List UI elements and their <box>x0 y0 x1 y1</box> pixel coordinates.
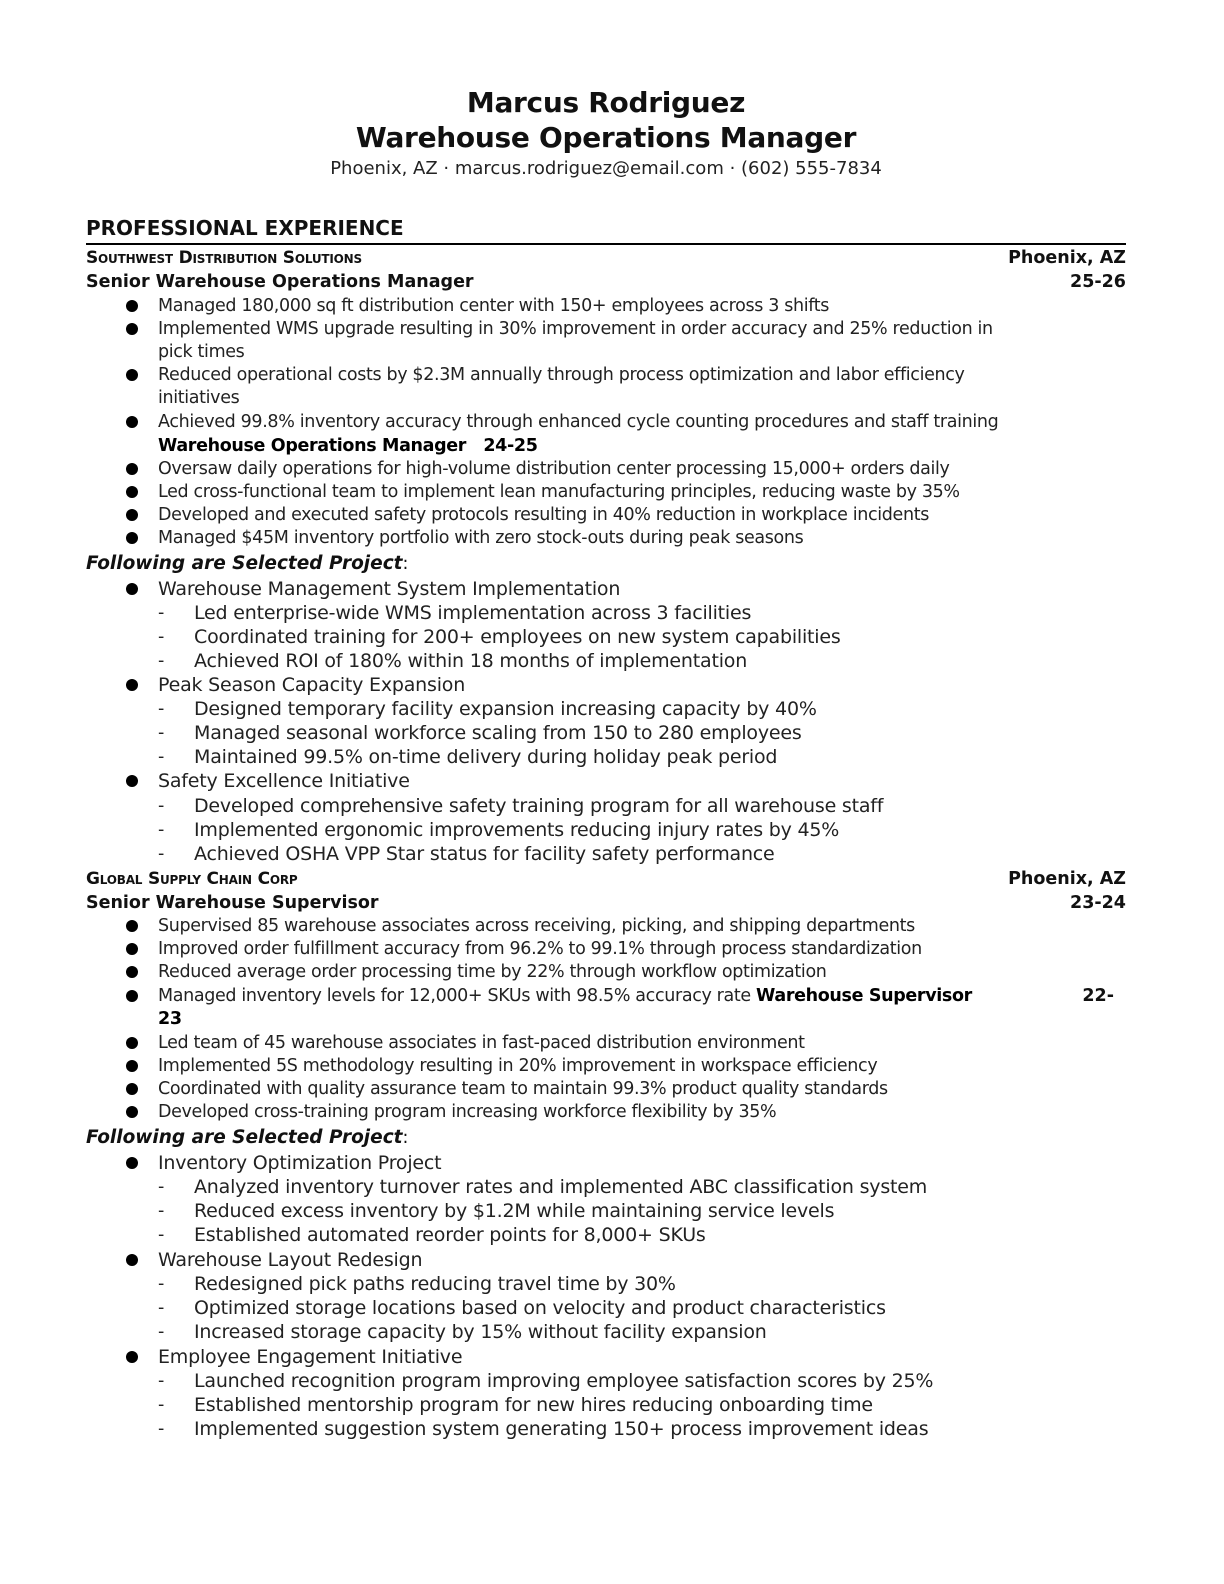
project-detail <box>86 625 1126 649</box>
project-detail-text: Reduced excess inventory by $1.2M while maintaining service levels <box>194 1200 835 1222</box>
bullet-icon <box>126 509 138 521</box>
bullet-icon <box>126 463 138 475</box>
list-item <box>86 410 1126 434</box>
projects-label-text: Following are Selected Project <box>86 553 403 574</box>
bullet-text: Coordinated with quality assurance team to maintain 99.3% product quality standards <box>158 1079 888 1099</box>
project-detail <box>86 794 1126 818</box>
project-detail <box>86 649 1126 673</box>
candidate-name: Marcus Rodriguez <box>466 86 746 119</box>
project-detail <box>86 1296 1126 1320</box>
project-detail <box>86 1175 1126 1199</box>
dash-icon: - <box>158 1201 165 1221</box>
project-detail-text: Launched recognition program improving employee satisfaction scores by 25% <box>194 1370 934 1392</box>
list-item <box>86 1054 1126 1078</box>
list-item <box>86 960 1126 984</box>
list-item <box>86 1100 1126 1124</box>
bullet-text: Implemented 5S methodology resulting in 20% improvement in workspace efficiency <box>158 1056 878 1076</box>
project-detail <box>86 601 1126 625</box>
role-title-text: Warehouse Operations Manager <box>158 436 467 456</box>
role-dates: 22- <box>1082 986 1114 1006</box>
projects-label <box>86 1126 1126 1150</box>
list-item-continuation <box>86 386 1126 410</box>
project-detail <box>86 1223 1126 1247</box>
role-header <box>86 434 1126 458</box>
list-item <box>86 1077 1126 1101</box>
bullet-text: Achieved 99.8% inventory accuracy through enhanced cycle counting procedures and staff training <box>158 412 999 432</box>
bullet-icon <box>126 966 138 978</box>
dash-icon: - <box>158 627 165 647</box>
contact-line: Phoenix, AZ · marcus.rodriguez@email.com · (602) 555-7834 <box>330 158 882 179</box>
project-detail-text: Established mentorship program for new hires reducing onboarding time <box>194 1394 873 1416</box>
list-item <box>86 457 1126 481</box>
project-item <box>86 769 1126 793</box>
project-item <box>86 673 1126 697</box>
bullet-text: Managed 180,000 sq ft distribution center with 150+ employees across 3 shifts <box>158 296 830 316</box>
dash-icon: - <box>158 1419 165 1439</box>
project-detail-text: Led enterprise-wide WMS implementation across 3 facilities <box>194 602 752 624</box>
project-name: Employee Engagement Initiative <box>158 1346 463 1368</box>
project-detail <box>86 1272 1126 1296</box>
bullet-text: Reduced average order processing time by 22% through workflow optimization <box>158 962 827 982</box>
bullet-text: Led cross-functional team to implement lean manufacturing principles, reducing waste by 35% <box>158 482 960 502</box>
company-name: Southwest Distribution Solutions <box>86 248 362 268</box>
project-detail-text: Designed temporary facility expansion increasing capacity by 40% <box>194 698 817 720</box>
project-detail <box>86 1393 1126 1417</box>
bullet-text: initiatives <box>158 388 240 408</box>
project-detail <box>86 818 1126 842</box>
bullet-icon <box>126 486 138 498</box>
bullet-text: Oversaw daily operations for high-volume distribution center processing 15,000+ orders daily <box>158 459 950 479</box>
bullet-icon <box>126 1106 138 1118</box>
project-detail-text: Redesigned pick paths reducing travel time by 30% <box>194 1273 676 1295</box>
company-location: Phoenix, AZ <box>1008 248 1126 268</box>
bullet-text-content: Managed inventory levels for 12,000+ SKUs with 98.5% accuracy rate <box>158 986 751 1006</box>
bullet-icon <box>126 920 138 932</box>
projects-label <box>86 552 1126 576</box>
list-item <box>86 914 1126 938</box>
dash-icon: - <box>158 1395 165 1415</box>
bullet-text: Developed and executed safety protocols resulting in 40% reduction in workplace incidents <box>158 505 929 525</box>
role-dates: 23 <box>158 1009 182 1029</box>
candidate-title: Warehouse Operations Manager <box>355 121 857 154</box>
project-detail <box>86 842 1126 866</box>
project-detail <box>86 721 1126 745</box>
company-header <box>86 246 1126 270</box>
bullet-icon <box>126 583 138 595</box>
company-name: Global Supply Chain Corp <box>86 869 298 889</box>
section-title-experience: PROFESSIONAL EXPERIENCE <box>86 216 404 240</box>
project-name: Warehouse Layout Redesign <box>158 1249 423 1271</box>
bullet-icon <box>126 1060 138 1072</box>
project-detail <box>86 1320 1126 1344</box>
role-dates: 24-25 <box>483 436 538 456</box>
project-detail-text: Coordinated training for 200+ employees on new system capabilities <box>194 626 841 648</box>
role-header <box>86 891 1126 915</box>
bullet-text: Implemented WMS upgrade resulting in 30% improvement in order accuracy and 25% reduction in <box>158 319 993 339</box>
project-detail-text: Managed seasonal workforce scaling from 150 to 280 employees <box>194 722 802 744</box>
bullet-text: Developed cross-training program increasing workforce flexibility by 35% <box>158 1102 777 1122</box>
dash-icon: - <box>158 603 165 623</box>
bullet-icon <box>126 300 138 312</box>
dash-icon: - <box>158 1298 165 1318</box>
dash-icon: - <box>158 747 165 767</box>
bullet-icon <box>126 1157 138 1169</box>
dash-icon: - <box>158 796 165 816</box>
project-detail <box>86 1369 1126 1393</box>
list-item <box>86 317 1126 341</box>
project-detail-text: Achieved OSHA VPP Star status for facility safety performance <box>194 843 775 865</box>
list-item <box>86 937 1126 961</box>
list-item-continuation <box>86 1007 1126 1031</box>
project-name: Warehouse Management System Implementation <box>158 578 621 600</box>
bullet-icon <box>126 323 138 335</box>
bullet-text: pick times <box>158 342 245 362</box>
role-dates: 25-26 <box>1070 272 1126 292</box>
bullet-text: Led team of 45 warehouse associates in fast-paced distribution environment <box>158 1033 805 1053</box>
list-item-continuation <box>86 340 1126 364</box>
bullet-icon <box>126 1083 138 1095</box>
list-item <box>86 1031 1126 1055</box>
role-header <box>86 270 1126 294</box>
list-item <box>86 984 1126 1008</box>
dash-icon: - <box>158 723 165 743</box>
bullet-icon <box>126 369 138 381</box>
project-detail <box>86 697 1126 721</box>
project-item <box>86 577 1126 601</box>
project-name: Safety Excellence Initiative <box>158 770 410 792</box>
bullet-icon <box>126 1037 138 1049</box>
project-detail <box>86 1199 1126 1223</box>
section-divider <box>86 243 1126 245</box>
dash-icon: - <box>158 1274 165 1294</box>
dash-icon: - <box>158 1225 165 1245</box>
project-detail-text: Achieved ROI of 180% within 18 months of implementation <box>194 650 748 672</box>
project-name: Inventory Optimization Project <box>158 1152 442 1174</box>
project-detail-text: Analyzed inventory turnover rates and implemented ABC classification system <box>194 1176 928 1198</box>
list-item <box>86 503 1126 527</box>
project-item <box>86 1151 1126 1175</box>
projects-label-text: Following are Selected Project <box>86 1127 403 1148</box>
project-detail-text: Implemented ergonomic improvements reducing injury rates by 45% <box>194 819 840 841</box>
project-item <box>86 1345 1126 1369</box>
project-detail-text: Implemented suggestion system generating 150+ process improvement ideas <box>194 1418 929 1440</box>
bullet-text: Improved order fulfillment accuracy from 96.2% to 99.1% through process standardization <box>158 939 922 959</box>
role-title: Senior Warehouse Operations Manager <box>86 272 474 292</box>
role-title <box>158 434 538 458</box>
bullet-icon <box>126 1254 138 1266</box>
bullet-icon <box>126 943 138 955</box>
bullet-icon <box>126 990 138 1002</box>
bullet-icon <box>126 532 138 544</box>
project-detail-text: Established automated reorder points for 8,000+ SKUs <box>194 1224 706 1246</box>
bullet-icon <box>126 416 138 428</box>
bullet-text <box>158 984 972 1008</box>
project-detail-text: Increased storage capacity by 15% without facility expansion <box>194 1321 767 1343</box>
list-item <box>86 294 1126 318</box>
role-title: Senior Warehouse Supervisor <box>86 893 379 913</box>
dash-icon: - <box>158 820 165 840</box>
colon: : <box>402 1128 409 1148</box>
dash-icon: - <box>158 1371 165 1391</box>
dash-icon: - <box>158 699 165 719</box>
project-detail-text: Developed comprehensive safety training program for all warehouse staff <box>194 795 884 817</box>
project-name: Peak Season Capacity Expansion <box>158 674 466 696</box>
bullet-text: Reduced operational costs by $2.3M annually through process optimization and labor efficiency <box>158 365 965 385</box>
project-item <box>86 1248 1126 1272</box>
role-dates: 23-24 <box>1070 893 1126 913</box>
dash-icon: - <box>158 844 165 864</box>
project-detail-text: Optimized storage locations based on velocity and product characteristics <box>194 1297 886 1319</box>
list-item <box>86 363 1126 387</box>
project-detail <box>86 745 1126 769</box>
bullet-icon <box>126 679 138 691</box>
company-location: Phoenix, AZ <box>1008 869 1126 889</box>
dash-icon: - <box>158 1322 165 1342</box>
dash-icon: - <box>158 651 165 671</box>
list-item <box>86 526 1126 550</box>
company-header <box>86 867 1126 891</box>
bullet-icon <box>126 1351 138 1363</box>
project-detail-text: Maintained 99.5% on-time delivery during holiday peak period <box>194 746 778 768</box>
colon: : <box>402 554 409 574</box>
bullet-text: Managed $45M inventory portfolio with zero stock-outs during peak seasons <box>158 528 804 548</box>
bullet-text: Supervised 85 warehouse associates across receiving, picking, and shipping departments <box>158 916 915 936</box>
bullet-icon <box>126 775 138 787</box>
project-detail <box>86 1417 1126 1441</box>
dash-icon: - <box>158 1177 165 1197</box>
role-title: Warehouse Supervisor <box>756 986 972 1006</box>
list-item <box>86 480 1126 504</box>
